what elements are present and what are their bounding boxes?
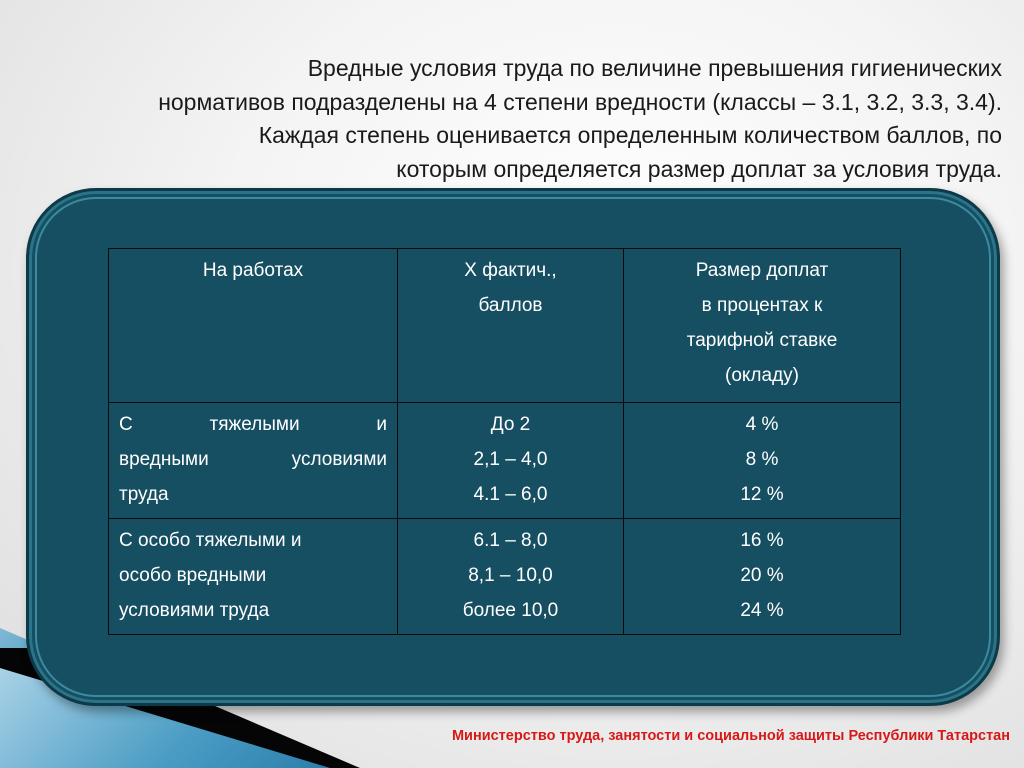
header-text: Х фактич.,: [464, 260, 557, 281]
cell-text: 8,1 – 10,0: [468, 565, 553, 586]
header-text: баллов: [478, 295, 543, 316]
cell-work: [109, 403, 398, 519]
ministry-footer: Министерство труда, занятости и социальной защиты Республики Татарстан: [451, 728, 1010, 744]
table-row: [109, 403, 901, 519]
header-cell-surcharge: [624, 249, 901, 403]
cell-text: 4.1 – 6,0: [473, 484, 548, 505]
cell-text: До 2: [490, 414, 531, 435]
cell-points: [398, 519, 624, 635]
cell-text: 8 %: [745, 449, 779, 470]
header-cell-work: [109, 249, 398, 403]
header-text: (окладу): [725, 365, 799, 386]
cell-text: 6.1 – 8,0: [473, 530, 548, 551]
cell-points: [398, 403, 624, 519]
cell-text: особо вредными: [119, 565, 267, 586]
cell-text: 24 %: [740, 600, 784, 621]
heading-line: которым определяется размер доплат за условия труда.: [396, 155, 1002, 182]
header-cell-points: [398, 249, 624, 403]
header-text: Размер доплат: [695, 260, 829, 281]
cell-text: 20 %: [740, 565, 784, 586]
cell-text: С особо тяжелыми и: [119, 530, 302, 551]
heading-line: Каждая степень оценивается определенным количеством баллов, по: [258, 122, 1002, 148]
cell-text: С тяжелыми и: [119, 414, 387, 435]
header-text: в процентах к: [701, 295, 823, 316]
cell-text: 4 %: [745, 414, 779, 435]
cell-surcharge: [624, 519, 901, 635]
slide-heading: [40, 52, 1002, 186]
cell-work: [109, 519, 398, 635]
cell-text: вредными условиями: [119, 449, 387, 470]
header-text: тарифной ставке: [686, 330, 838, 351]
heading-line: нормативов подразделены на 4 степени вредности (классы – 3.1, 3.2, 3.3, 3.4).: [158, 88, 1002, 115]
cell-text: 16 %: [740, 530, 784, 551]
table-header-row: [109, 249, 901, 403]
surcharge-table: [108, 248, 901, 635]
cell-text: труда: [119, 484, 169, 505]
cell-text: 12 %: [740, 484, 784, 505]
cell-text: 2,1 – 4,0: [473, 449, 548, 470]
heading-line: Вредные условия труда по величине превышения гигиенических: [307, 55, 1002, 81]
table-row: [109, 519, 901, 635]
cell-text: условиями труда: [119, 600, 270, 621]
cell-text: более 10,0: [462, 600, 559, 621]
header-text: На работах: [202, 260, 304, 281]
cell-surcharge: [624, 403, 901, 519]
